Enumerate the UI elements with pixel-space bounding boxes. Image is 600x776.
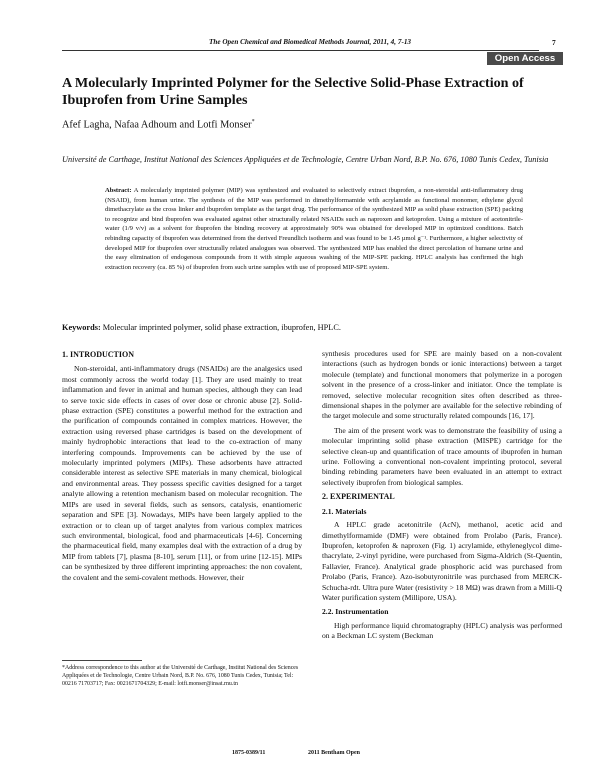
footnote-rule	[62, 660, 142, 661]
instrumentation-paragraph: High performance liquid chromatography (HPLC) analysis was performed on a Beckman LC system (Beckman	[322, 620, 562, 641]
introduction-heading: 1. INTRODUCTION	[62, 350, 135, 359]
corresponding-author-mark: *	[251, 119, 255, 125]
article-title: A Molecularly Imprinted Polymer for the Selective Solid-Phase Extraction of Ibuprofen from Urine Samples	[62, 75, 524, 108]
open-access-badge: Open Access	[487, 52, 563, 65]
intro-paragraph-2: synthesis procedures used for SPE are mainly based on a non-covalent interactions (such as hydrogen bonds or ionic interactions) between a target molecule (template) and functional monomers that polymerize in a porogen solvent in the presence of a cross-linker and initiator. Once the template is removed, selective molecular recognition sites often described as three-dimensional shapes in the polymer are available for the selective rebinding of the target molecule and some structurally related compounds [16, 17].	[322, 349, 562, 421]
abstract-label: Abstract:	[105, 187, 132, 194]
authors-text: Afef Lagha, Nafaa Adhoum and Lotfi Monser	[62, 119, 252, 131]
correspondence-footnote: *Address correspondence to this author at the Université de Carthage, Institut National des Sciences Appliquées et de Technologie, Centre Urbain Nord, B.P. No. 676, 1080 Tunis Cedex, Tunisia; Tel: 00216 71703717; Fax: 0021671704329; E-mail: lotfi.monser@insat.rnu.tn	[62, 665, 299, 688]
copyright: 2011 Bentham Open	[308, 750, 361, 756]
experimental-heading: 2. EXPERIMENTAL	[322, 492, 395, 502]
abstract-text: A molecularly imprinted polymer (MIP) was synthesized and evaluated to selectively extract ibuprofen, a non-steroidal anti-inflammatory drug (NSAID), from human urine. The synthesis of the MIP was performed in dimethylformamide with acrylamide as functional monomer, ethylene glycol dimethacrylate as the cross linker and ibuprofen template as the target drug. The performance of the synthesized MIP as solid phase extraction (SPE) packing to recognize and bind ibuprofen was evaluated against other structurally related NSAIDs such as naproxen and ketoprofen. Using a mixture of acetonitrile-water (1/9 v/v) as a solvent for ibuprofen the binding recovery at approximately 90% was obtained for developed MIP in optimized conditions. Batch rebinding capacity of ibuprofen was determined from the derived Freundlich isotherm and was found to be 1.45 µmol g⁻¹. Furthermore, a higher selectivity of developed MIP for ibuprofen over structurally related analogues was observed. The synthesized MIP has enabled the direct percolation of humane urine and the easy elimination of endogenous compounds from it with simple aqueous washing of the MIP-SPE packing. HPLC analysis has confirmed the high extraction recovery (ca. 85 %) of ibuprofen from such urine samples with use of proposed MIP-SPE system.	[105, 187, 523, 271]
materials-paragraph: A HPLC grade acetonitrile (AcN), methanol, acetic acid and dimethylformamide (DMF) were obtained from Prolabo (Paris, France). Ibuprofen, ketoprofen & naproxen (Fig. 1) acrylamide, ethyleneglycol dime-thacrylate, 2-vinyl pyridine, were purchased from Sigma-Aldrich (St-Quentin, Fallavier, France). Analytical grade phosphoric acid was purchased from Prolabo (Paris, France). Azo-isobutyronitrile was purchased from MERCK-Schucha-rdt. Ultra pure Water (resistivity > 18 MΩ) was drawn from a Milli-Q Water purification system (Millipore, USA).	[322, 520, 562, 602]
journal-header: The Open Chemical and Biomedical Methods Journal, 2011, 4, 7-13	[208, 38, 412, 46]
abstract	[105, 186, 523, 272]
instrumentation-heading: 2.2. Instrumentation	[322, 607, 389, 617]
intro-paragraph-1: Non-steroidal, anti-inflammatory drugs (NSAIDs) are the analgesics used most commonly across the world today [1]. They are used mainly to treat inflammation and fever in animal and human species, although they can lead to serve toxic side effects in cases of over dose or chronic abuse [2]. Solid-phase extraction (SPE) constitutes a powerful method for the extraction and the purification of compounds contained in complex matrices. However, the extraction using reversed phase cartridges is based on the development of mainly hydrophobic interactions that lead to the co-extraction of many interfering compounds. Improvements can be achieved by the use of molecularly imprinted polymers (MIPs). These adsorbents have attracted considerable interest as selective SPE materials in many chemical, biological and environmental areas. They possess specific cavities designed for a target analyte allowing a retention mechanism based on molecular recognition. The MIPs are used in several fields, such as sensors, catalysis, enantiomeric separation and SPE [3]. Nowadays, MIPs have been largely applied to the extraction or to clean up of target analytes from various complex matrices such environmental, biological, food and pharmaceuticals [4-6]. Concerning the pharmaceutical field, many examples deal with the extraction of a drug by MIP from tablets [7], plasma [8-10], serum [11], or from urine [12-15]. MIPs can be synthesized by three different imprinting approaches: the non covalent, the covalent and the semi-covalent methods. However, their	[62, 364, 302, 582]
materials-heading: 2.1. Materials	[322, 506, 367, 516]
keywords	[62, 323, 562, 332]
issn: 1875-0389/11	[232, 750, 266, 756]
keywords-label: Keywords:	[62, 323, 101, 332]
right-column	[322, 349, 562, 646]
left-column	[62, 350, 302, 587]
author-list	[62, 119, 255, 130]
page-number: 7	[552, 38, 556, 47]
intro-paragraph-3: The aim of the present work was to demonstrate the feasibility of using a molecular imprinting solid phase extraction (MISPE) cartridge for the selective clean-up and quantification of trace amounts of ibuprofen in human urine. Following a conventional non-covalent imprinting protocol, several binding rebinding parameters have been evaluated in an attempt to extract selectively ibuprofen from biological samples.	[322, 425, 562, 487]
keywords-text: Molecular imprinted polymer, solid phase extraction, ibuprofen, HPLC.	[102, 323, 341, 332]
header-rule	[62, 50, 539, 51]
affiliation: Université de Carthage, Institut National des Sciences Appliquées et de Technologie, Centre Urban Nord, B.P. No. 676, 1080 Tunis Cedex, Tunisia	[62, 155, 549, 164]
